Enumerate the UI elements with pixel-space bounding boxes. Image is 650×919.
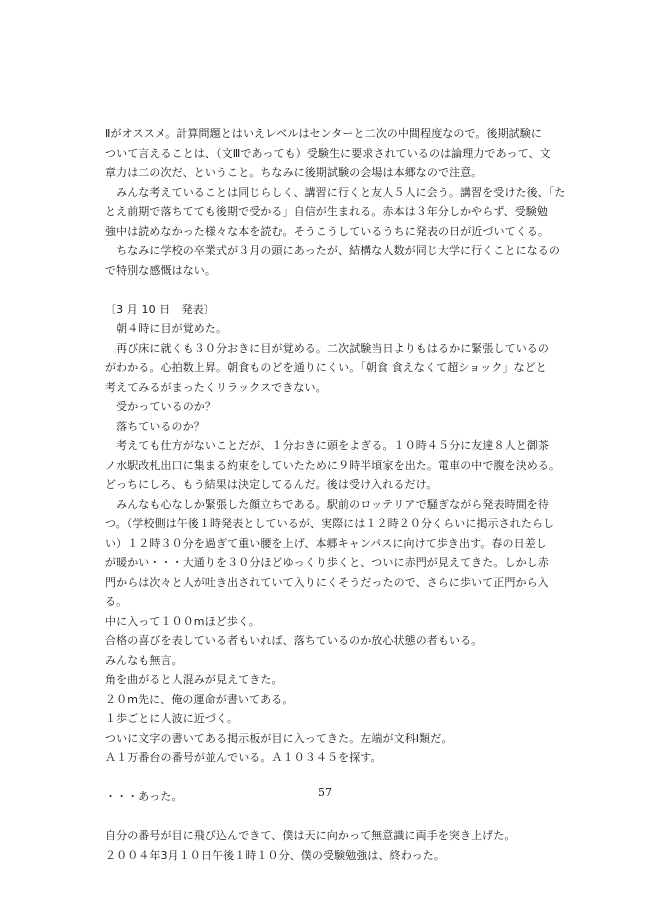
spacer (105, 768, 560, 788)
text-line: 自分の番号が目に飛び込んできて、僕は天に向かって無意識に両手を突き上げた。 (105, 829, 516, 842)
text-line: 受かっているのか？ (105, 400, 216, 413)
text-line: どっちにしろ、もう結果は決定してるんだ。後は受け入れるだけ。 (105, 478, 438, 491)
text-line: ついに文字の書いてある掲示板が目に入ってきた。左端が文科Ⅰ類だ。 (105, 731, 453, 745)
text-line: とえ前期で落ちてても後期で受かる」自信が生まれる。赤本は３年分しかやらず、受験勉 (105, 205, 549, 218)
text-line: みんなも心なしか緊張した顔立ちである。駅前のロッテリアで騒ぎながら発表時間を待 (105, 497, 549, 511)
text-line: 朝４時に目が覚めた。 (105, 322, 228, 335)
text-line: 強中は読めなかった様々な本を読む。そうこうしているうちに発表の日が近づいてくる。 (105, 224, 549, 238)
page-number: 57 (318, 786, 332, 799)
text-line: ２００４年3月１０日午後１時１０分、僕の受験勉強は、終わった。 (105, 848, 445, 862)
body-text (105, 124, 566, 865)
text-line: がわかる。心拍数上昇。朝食ものどを通りにくい。「朝食 食えなくて超ショック」などと (105, 361, 547, 374)
text-line: ２０m先に、俺の運命が書いてある。 (105, 692, 294, 706)
text-line: Ａ１万番台の番号が並んでいる。Ａ１０３４５を探す。 (105, 751, 382, 764)
text-line: 角を曲がると人混みが見えてきた。 (105, 673, 283, 686)
paragraph-result (105, 319, 560, 768)
paragraph-top (105, 124, 566, 280)
text-line: が暖かい・・・大通りを３０分ほどゆっくり歩くと、ついに赤門が見えてきた。しかし赤 (105, 556, 549, 569)
text-line: みんなも無言。 (105, 653, 183, 667)
text-line: ちなみに学校の卒業式が３月の頭にあったが、結構な人数が同じ大学に行くことになるの (105, 244, 560, 257)
text-line: Ⅱがオススメ。計算問題とはいえレベルはセンターと二次の中間程度なので。後期試験に (105, 127, 542, 140)
text-line: 中に入って１００mほど歩く。 (105, 614, 260, 628)
text-line: みんな考えていることは同じらしく、講習に行くと友人５人に会う。講習を受けた後、「た (105, 185, 566, 199)
spacer (105, 280, 560, 300)
text-line: ノ水駅改札出口に集まる約束をしていたために９時半頃家を出た。電車の中で腹を決める。 (105, 458, 561, 472)
text-line: ついて言えることは、（文Ⅲであっても）受験生に要求されているのは論理力であって、文 (105, 146, 551, 160)
text-line: つ。（学校側は午後１時発表としているが、実際には１２時２０分くらいに掲示されたらし (105, 517, 555, 530)
text-line: い）１２時３０分を過ぎて重い腰を上げ、本郷キャンパスに向けて歩き出す。春の日差し (105, 536, 547, 550)
text-line: で特別な感慨はない。 (105, 263, 216, 277)
spacer (105, 807, 560, 827)
text-line: 落ちているのか？ (105, 419, 205, 433)
exclamation-line: ・・・あった。 (105, 790, 183, 803)
text-line: る。 (105, 595, 128, 608)
text-line: 章力は二の次だ、ということ。ちなみに後期試験の会場は本郷なので注意。 (105, 166, 483, 179)
text-line: １歩ごとに人波に近づく。 (105, 712, 238, 725)
text-line: 考えても仕方がないことだが、１分おきに頭をよぎる。１０時４５分に友達８人と御茶 (105, 439, 549, 452)
text-line: 再び床に就くも３０分おきに目が覚める。二次試験当日よりもはるかに緊張しているの (105, 341, 549, 355)
paragraph-end (105, 826, 560, 865)
section-heading: 〔3 月 10 日 発表〕 (105, 302, 215, 316)
text-line: 門からは次々と人が吐き出されていて入りにくそうだったので、さらに歩いて正門から入 (105, 575, 549, 589)
text-line: 考えてみるがまったくリラックスできない。 (105, 380, 327, 394)
text-line: 合格の喜びを表している者もいれば、落ちているのか放心状態の者もいる。 (105, 634, 483, 647)
